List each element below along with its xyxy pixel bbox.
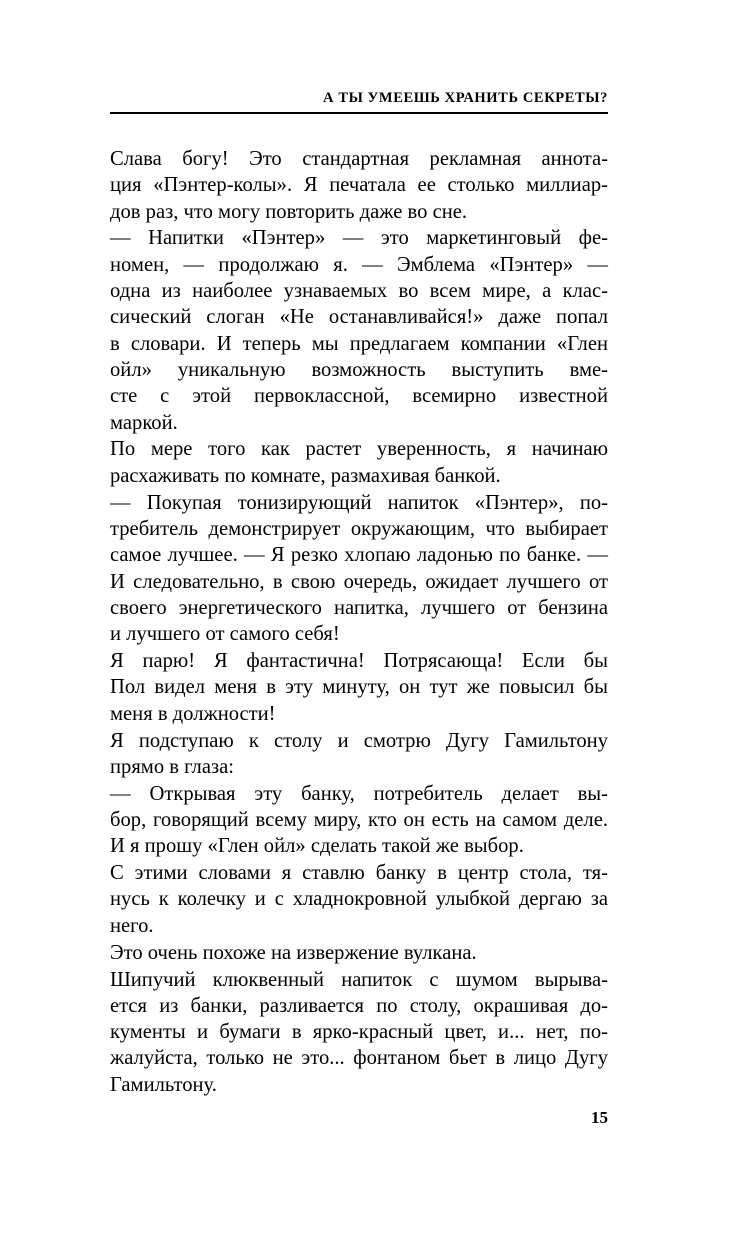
paragraph	[110, 860, 608, 939]
paragraph	[110, 436, 608, 489]
text-line: прямо в глаза:	[110, 755, 234, 778]
paragraph	[110, 146, 608, 225]
text-line: своего энергетического напитка, лучшего от бензина	[110, 596, 608, 619]
text-line: И я прошу «Глен ойл» сделать такой же выбор.	[110, 835, 524, 858]
paragraph	[110, 225, 608, 435]
text-line: сте с этой первоклассной, всемирно известной	[110, 385, 608, 408]
text-line: — Открывая эту банку, потребитель делает вы-	[110, 782, 608, 805]
text-line: С этими словами я ставлю банку в центр стола, тя-	[110, 862, 608, 885]
text-line: Слава богу! Это стандартная рекламная аннота-	[110, 148, 608, 170]
text-line: Шипучий клюквенный напиток с шумом вырыва-	[110, 968, 608, 991]
text-line: Это очень похоже на извержение вулкана.	[110, 941, 477, 964]
text-line: бор, говорящий всему миру, кто он есть на самом деле.	[110, 808, 608, 831]
paragraph	[110, 728, 608, 781]
text-line: кументы и бумаги в ярко-красный цвет, и... нет, по-	[110, 1021, 608, 1044]
text-line: И следовательно, в свою очередь, ожидает лучшего от	[110, 570, 608, 593]
paragraph	[110, 967, 608, 1098]
text-line: него.	[110, 914, 154, 937]
text-line: в словари. И теперь мы предлагаем компании «Глен	[110, 332, 608, 355]
text-line: ется из банки, разливается по столу, окрашивая до-	[110, 994, 608, 1017]
text-line: и лучшего от самого себя!	[110, 623, 340, 646]
text-line: По мере того как растет уверенность, я начинаю	[110, 438, 608, 461]
running-head: А ТЫ УМЕЕШЬ ХРАНИТЬ СЕКРЕТЫ?	[323, 90, 608, 106]
body-text	[110, 146, 608, 1098]
text-line: жалуйста, только не это... фонтаном бьет в лицо Дугу	[110, 1047, 608, 1070]
text-line: меня в должности!	[110, 702, 276, 725]
text-line: одна из наиболее узнаваемых во всем мире, а клас-	[110, 280, 608, 303]
text-line: ойл» уникальную возможность выступить вме-	[110, 358, 608, 381]
text-line: ция «Пэнтер-колы». Я печатала ее столько миллиар-	[110, 174, 608, 197]
text-line: требитель демонстрирует окружающим, что выбирает	[110, 517, 608, 540]
text-line: Гамильтону.	[110, 1073, 217, 1096]
paragraph	[110, 490, 608, 648]
text-line: — Покупая тонизирующий напиток «Пэнтер», по-	[110, 491, 608, 514]
paragraph	[110, 648, 608, 727]
text-line: — Напитки «Пэнтер» — это маркетинговый фе-	[110, 227, 608, 250]
text-line: нусь к колечку и с хладнокровной улыбкой дергаю за	[110, 888, 608, 911]
text-line: Я парю! Я фантастична! Потрясающа! Если бы	[110, 650, 608, 673]
paragraph	[110, 781, 608, 860]
text-line: сический слоган «Не останавливайся!» даже попал	[110, 306, 608, 329]
header-rule	[110, 112, 608, 114]
text-line: Пол видел меня в эту минуту, он тут же повысил бы	[110, 676, 608, 699]
text-line: дов раз, что могу повторить даже во сне.	[110, 200, 468, 223]
text-line: маркой.	[110, 411, 178, 434]
paragraph	[110, 940, 608, 966]
text-line: номен, — продолжаю я. — Эмблема «Пэнтер» —	[110, 253, 608, 276]
text-line: самое лучшее. — Я резко хлопаю ладонью по банке. —	[110, 544, 608, 567]
text-line: Я подступаю к столу и смотрю Дугу Гамильтону	[110, 729, 608, 752]
page-number: 15	[591, 1108, 608, 1127]
text-line: расхаживать по комнате, размахивая банкой.	[110, 464, 501, 487]
